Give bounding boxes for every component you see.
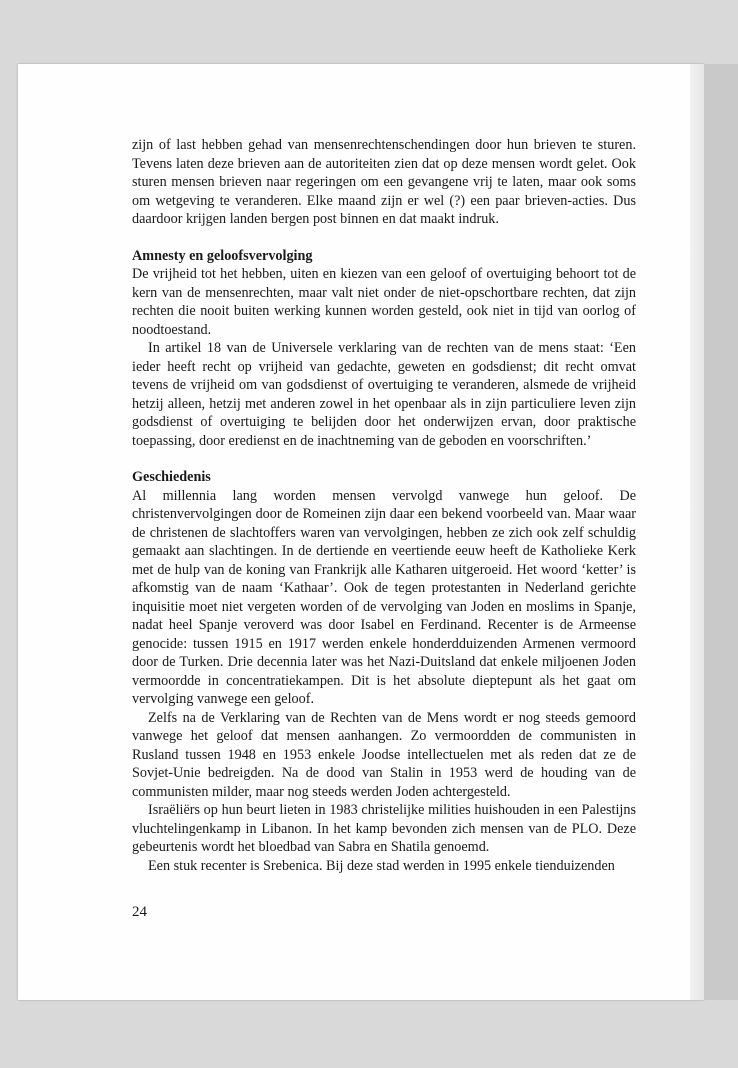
paragraph-amnesty-2: In artikel 18 van de Universele verklaring van de rechten van de mens staat: ‘Een ieder heeft recht op vrijheid van gedachte, geweten en godsdienst; dit recht omvat tevens de vrijheid om van godsdienst of overtuiging te veranderen, alsmede de vrijheid hetzij alleen, hetzij met anderen zowel in het openbaar als in zijn particuliere leven zijn godsdienst of overtuiging te belijden door het onderwijzen ervan, door praktische toepassing, door eredienst en de inachtneming van de geboden en voorschriften.’	[132, 340, 636, 449]
body-text	[132, 136, 636, 875]
paragraph-geschiedenis-3: Israëliërs op hun beurt lieten in 1983 christelijke milities huishouden in een Palestijns vluchtelingenkamp in Libanon. In het kamp bevonden zich mensen van de PLO. Deze gebeurtenis wordt het bloedbad van Sabra en Shatila genoemd.	[132, 802, 636, 855]
page-edge	[690, 64, 704, 1000]
paragraph-amnesty-1: De vrijheid tot het hebben, uiten en kiezen van een geloof of overtuiging behoort tot de kern van de mensenrechten, maar valt niet onder de niet-opschortbare rechten, dat zijn rechten die nooit buiten werking kunnen worden gesteld, ook niet in tijd van oorlog of noodtoestand.	[132, 266, 636, 338]
paragraph-intro: zijn of last hebben gehad van mensenrechtenschendingen door hun brieven te sturen. Tevens laten deze brieven aan de autoriteiten zien dat op deze mensen wordt gelet. Ook sturen mensen brieven naar regeringen om een gevangene vrij te laten, maar ook soms om wetgeving te veranderen. Elke maand zijn er wel (?) een paar brieven-acties. Dus daardoor krijgen landen bergen post binnen en dat maakt indruk.	[132, 137, 636, 227]
book-spine-strip	[704, 64, 738, 1000]
page-number: 24	[132, 904, 147, 920]
paragraph-geschiedenis-2: Zelfs na de Verklaring van de Rechten van de Mens wordt er nog steeds gemoord vanwege het geloof dat mensen aanhangen. Zo vermoordden de communisten in Rusland tussen 1948 en 1953 enkele Joodse intellectuelen met als reden dat ze de Sovjet-Unie bedreigden. Na de dood van Stalin in 1953 werd de houding van de communisten milder, maar nog steeds werden Joden achtergesteld.	[132, 709, 636, 800]
heading-amnesty: Amnesty en geloofsvervolging	[132, 247, 313, 264]
heading-geschiedenis: Geschiedenis	[132, 469, 211, 485]
paragraph-geschiedenis-4: Een stuk recenter is Srebenica. Bij deze stad werden in 1995 enkele tienduizenden	[148, 857, 615, 874]
paragraph-geschiedenis-1: Al millennia lang worden mensen vervolgd vanwege hun geloof. De christenvervolgingen door de Romeinen zijn daar een bekend voorbeeld van. Maar waar de christenen de slachtoffers waren van vervolgingen, hebben ze zich ook zelf schuldig gemaakt aan slachtingen. In de dertiende en veertiende eeuw heeft de Katholieke Kerk met de hulp van de koning van Frankrijk alle Katharen uitgeroeid. Het woord ‘ketter’ is afkomstig van de naam ‘Kathaar’. Ook de tegen protestanten in Nederland gerichte inquisitie moet niet vergeten worden of de vervolging van Joden en moslims in Spanje, nadat heel Spanje veroverd was door Isabel en Ferdinand. Recenter is de Armeense genocide: tussen 1915 en 1917 werden enkele honderdduizenden Armenen vermoord door de Turken. Drie decennia later was het Nazi-Duitsland dat enkele miljoenen Joden vermoordde in concentratiekampen. Dit is het absolute dieptepunt als het gaat om vervolging vanwege een geloof.	[132, 487, 636, 707]
